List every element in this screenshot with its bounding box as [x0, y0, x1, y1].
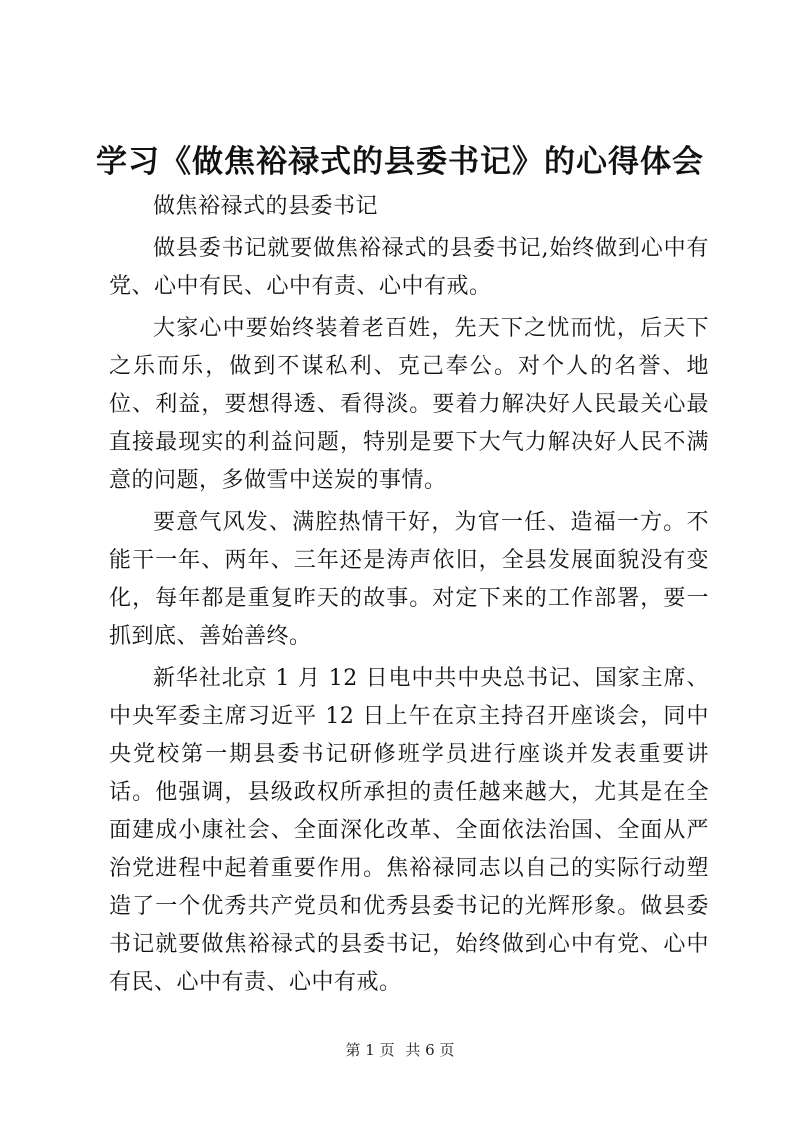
page-number: 第 1 页 [345, 1041, 395, 1059]
page-footer [0, 1040, 800, 1060]
paragraph-1: 做县委书记就要做焦裕禄式的县委书记,始终做到心中有党、心中有民、心中有责、心中有戒。 [109, 236, 709, 299]
document-title: 学习《做焦裕禄式的县委书记》的心得体会 [96, 144, 704, 180]
paragraph-2: 大家心中要始终装着老百姓，先天下之忧而忧，后天下之乐而乐，做到不谋私利、克己奉公。对个人的名誉、地位、利益，要想得透、看得淡。要着力解决好人民最关心最直接最现实的利益问题，特别是要下大气力解决好人民不满意的问题，多做雪中送炭的事情。 [109, 316, 709, 493]
paragraph-subtitle: 做焦裕禄式的县委书记 [153, 194, 379, 219]
paragraph-4: 新华社北京 1 月 12 日电中共中央总书记、国家主席、中央军委主席习近平 12 日上午在京主持召开座谈会，同中央党校第一期县委书记研修班学员进行座谈并发表重要讲话。他强调，县级政权所承担的责任越来越大，尤其是在全面建成小康社会、全面深化改革、全面依法治国、全面从严治党进程中起着重要作用。焦裕禄同志以自己的实际行动塑造了一个优秀共产党员和优秀县委书记的光辉形象。做县委书记就要做焦裕禄式的县委书记，始终做到心中有党、心中有民、心中有责、心中有戒。 [109, 666, 709, 995]
paragraph-3: 要意气风发、满腔热情干好，为官一任、造福一方。不能干一年、两年、三年还是涛声依旧，全县发展面貌没有变化，每年都是重复昨天的故事。对定下来的工作部署，要一抓到底、善始善终。 [109, 510, 709, 649]
document-body [109, 188, 709, 1002]
page-total: 共 6 页 [405, 1041, 455, 1059]
